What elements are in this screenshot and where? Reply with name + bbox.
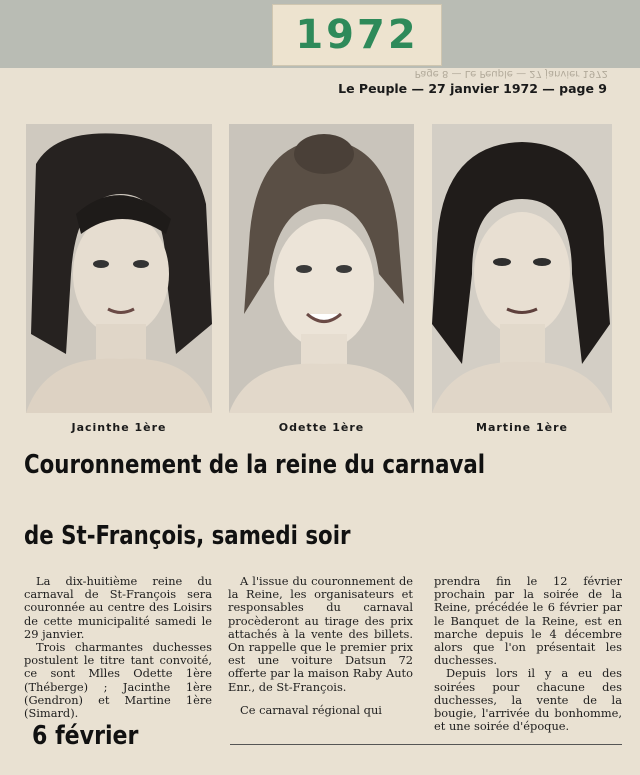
year-tag-text: 1972: [295, 12, 419, 58]
article-column-3: [434, 575, 622, 735]
article-paragraph: Ce carnaval régional qui: [240, 702, 382, 717]
article-column-1: [24, 575, 212, 735]
photo-caption-1: Jacinthe 1ère: [71, 421, 167, 434]
mirrored-bleed-through-text: Page 8 — Le Peuple — 27 janvier 1972: [414, 68, 608, 79]
subheadline: 6 février: [32, 721, 139, 751]
dateline: Le Peuple — 27 janvier 1972 — page 9: [338, 81, 607, 96]
article-paragraph: Trois charmantes duchesses postulent le titre tant convoité, ce sont Mlles Odette 1ère (Théberge) ; Jacinthe 1ère (Gendron) et Martine 1ère (Simard).: [24, 640, 212, 721]
article-paragraph: prendra fin le 12 février prochain par la soirée de la Reine, précédée le 6 février par le Banquet de la Reine, est en marche depuis le 4 décembre alors que l'on présentait les duchesses.: [434, 575, 622, 668]
portrait-photo-3: [432, 124, 612, 413]
newspaper-clipping: [0, 68, 640, 775]
column-rule: [230, 744, 622, 745]
portrait-photo-2: [229, 124, 414, 413]
portrait-photo-1: [26, 124, 212, 413]
article-paragraph: Depuis lors il y a eu des soirées pour chacune des duchesses, la vente de la bougie, l'arrivée du bonhomme, et une soirée d'époque.: [434, 666, 622, 734]
article-paragraph: La dix-huitième reine du carnaval de St-François sera couronnée au centre des Loisirs de cette municipalité samedi le 29 janvier.: [24, 575, 212, 641]
headline-line-2: de St-François, samedi soir: [24, 521, 351, 551]
article-paragraph: A l'issue du couronnement de la Reine, les organisateurs et responsables du carnaval procèderont au tirage des prix attachés à la vente des billets. On rappelle que le premier prix est une voiture Datsun 72 offerte par la maison Raby Auto Enr., de St-François.: [228, 575, 413, 694]
photo-caption-3: Martine 1ère: [476, 421, 568, 434]
photo-caption-2: Odette 1ère: [278, 421, 365, 434]
year-tag: [272, 4, 442, 66]
headline-line-1: Couronnement de la reine du carnaval: [24, 450, 486, 480]
article-column-2: [228, 575, 413, 735]
